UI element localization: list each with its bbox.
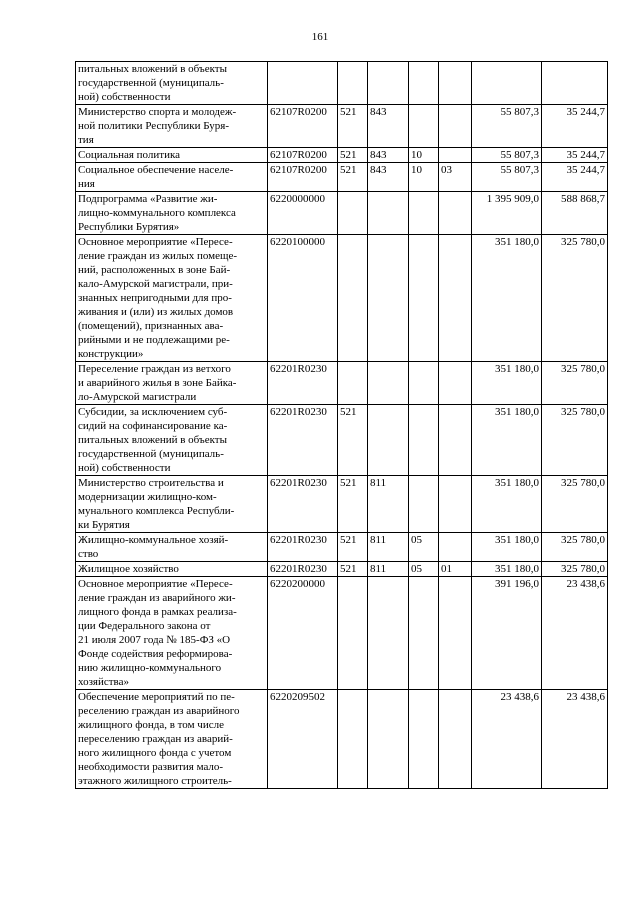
- section-cell: [409, 405, 439, 476]
- admin-code-cell: 521: [338, 533, 368, 562]
- section-cell: [409, 235, 439, 362]
- expense-type-cell: [368, 62, 409, 105]
- subsection-cell: [439, 105, 472, 148]
- subsection-cell: [439, 533, 472, 562]
- amount-year2-cell: 35 244,7: [542, 105, 608, 148]
- amount-year2-cell: 35 244,7: [542, 148, 608, 163]
- table-row: [76, 192, 608, 235]
- page-number: 161: [311, 31, 329, 43]
- admin-code-cell: [338, 577, 368, 690]
- item-name-cell: питальных вложений в объекты государственной (муниципаль- ной) собственности: [76, 62, 268, 105]
- table-row: [76, 163, 608, 192]
- amount-year1-cell: 351 180,0: [472, 405, 542, 476]
- section-cell: [409, 690, 439, 789]
- item-name-cell: Основное мероприятие «Пересе- ление граждан из аварийного жи- лищного фонда в рамках реализа- ции Федерального закона от 21 июля 2007 года № 185-ФЗ «О Фонде содействия реформирова- нию жилищно-коммунального хозяйства»: [76, 577, 268, 690]
- target-article-cell: 6220100000: [268, 235, 338, 362]
- admin-code-cell: 521: [338, 405, 368, 476]
- expense-type-cell: 811: [368, 533, 409, 562]
- amount-year2-cell: [542, 62, 608, 105]
- subsection-cell: [439, 192, 472, 235]
- budget-table: [75, 61, 608, 789]
- admin-code-cell: 521: [338, 105, 368, 148]
- amount-year1-cell: [472, 62, 542, 105]
- item-name-cell: Министерство спорта и молодеж- ной политики Республики Буря- тия: [76, 105, 268, 148]
- admin-code-cell: [338, 192, 368, 235]
- table-row: [76, 690, 608, 789]
- section-cell: 10: [409, 163, 439, 192]
- expense-type-cell: [368, 577, 409, 690]
- expense-type-cell: [368, 362, 409, 405]
- amount-year1-cell: 55 807,3: [472, 148, 542, 163]
- subsection-cell: [439, 690, 472, 789]
- target-article-cell: 6220000000: [268, 192, 338, 235]
- amount-year1-cell: 55 807,3: [472, 105, 542, 148]
- amount-year1-cell: 351 180,0: [472, 562, 542, 577]
- subsection-cell: 03: [439, 163, 472, 192]
- target-article-cell: 62107R0200: [268, 163, 338, 192]
- subsection-cell: [439, 148, 472, 163]
- admin-code-cell: [338, 62, 368, 105]
- target-article-cell: 6220209502: [268, 690, 338, 789]
- amount-year1-cell: 351 180,0: [472, 533, 542, 562]
- table-row: [76, 362, 608, 405]
- amount-year1-cell: 23 438,6: [472, 690, 542, 789]
- admin-code-cell: [338, 235, 368, 362]
- admin-code-cell: 521: [338, 562, 368, 577]
- subsection-cell: [439, 235, 472, 362]
- item-name-cell: Подпрограмма «Развитие жи- лищно-коммунального комплекса Республики Бурятия»: [76, 192, 268, 235]
- item-name-cell: Субсидии, за исключением суб- сидий на софинансирование ка- питальных вложений в объекты государственной (муниципаль- ной) собственности: [76, 405, 268, 476]
- table-row: [76, 405, 608, 476]
- admin-code-cell: [338, 362, 368, 405]
- subsection-cell: [439, 362, 472, 405]
- amount-year2-cell: 325 780,0: [542, 533, 608, 562]
- amount-year1-cell: 351 180,0: [472, 362, 542, 405]
- amount-year1-cell: 351 180,0: [472, 476, 542, 533]
- expense-type-cell: 811: [368, 562, 409, 577]
- amount-year2-cell: 35 244,7: [542, 163, 608, 192]
- table-row: [76, 235, 608, 362]
- table-row: [76, 577, 608, 690]
- target-article-cell: 62107R0200: [268, 105, 338, 148]
- expense-type-cell: 843: [368, 148, 409, 163]
- amount-year1-cell: 351 180,0: [472, 235, 542, 362]
- expense-type-cell: [368, 235, 409, 362]
- amount-year2-cell: 325 780,0: [542, 405, 608, 476]
- subsection-cell: 01: [439, 562, 472, 577]
- amount-year2-cell: 325 780,0: [542, 562, 608, 577]
- subsection-cell: [439, 476, 472, 533]
- expense-type-cell: [368, 405, 409, 476]
- expense-type-cell: 843: [368, 163, 409, 192]
- section-cell: [409, 62, 439, 105]
- table-row: [76, 533, 608, 562]
- item-name-cell: Основное мероприятие «Пересе- ление граждан из жилых помеще- ний, расположенных в зоне Бай- кало-Амурской магистрали, при- знанных непригодными для про- живания и (или) из жилых домов (помещений), признанных ава- рийными и не подлежащими ре- конструкции»: [76, 235, 268, 362]
- admin-code-cell: 521: [338, 476, 368, 533]
- section-cell: 10: [409, 148, 439, 163]
- target-article-cell: 62201R0230: [268, 533, 338, 562]
- subsection-cell: [439, 62, 472, 105]
- item-name-cell: Жилищно-коммунальное хозяй- ство: [76, 533, 268, 562]
- item-name-cell: Жилищное хозяйство: [76, 562, 268, 577]
- section-cell: [409, 192, 439, 235]
- amount-year1-cell: 391 196,0: [472, 577, 542, 690]
- section-cell: [409, 577, 439, 690]
- expense-type-cell: 843: [368, 105, 409, 148]
- amount-year2-cell: 325 780,0: [542, 476, 608, 533]
- admin-code-cell: 521: [338, 163, 368, 192]
- item-name-cell: Социальная политика: [76, 148, 268, 163]
- section-cell: 05: [409, 562, 439, 577]
- item-name-cell: Министерство строительства и модернизации жилищно-ком- мунального комплекса Республи- ки Бурятия: [76, 476, 268, 533]
- target-article-cell: 62201R0230: [268, 405, 338, 476]
- amount-year2-cell: 325 780,0: [542, 362, 608, 405]
- table-row: [76, 148, 608, 163]
- amount-year2-cell: 23 438,6: [542, 577, 608, 690]
- amount-year2-cell: 588 868,7: [542, 192, 608, 235]
- target-article-cell: 62201R0230: [268, 362, 338, 405]
- subsection-cell: [439, 405, 472, 476]
- amount-year1-cell: 1 395 909,0: [472, 192, 542, 235]
- amount-year2-cell: 23 438,6: [542, 690, 608, 789]
- item-name-cell: Социальное обеспечение населе- ния: [76, 163, 268, 192]
- amount-year1-cell: 55 807,3: [472, 163, 542, 192]
- item-name-cell: Переселение граждан из ветхого и аварийного жилья в зоне Байка- ло-Амурской магистрали: [76, 362, 268, 405]
- subsection-cell: [439, 577, 472, 690]
- target-article-cell: [268, 62, 338, 105]
- target-article-cell: 62201R0230: [268, 476, 338, 533]
- section-cell: 05: [409, 533, 439, 562]
- item-name-cell: Обеспечение мероприятий по пе- реселению граждан из аварийного жилищного фонда, в том числе переселению граждан из аварий- ного жилищного фонда с учетом необходимости развития мало- этажного жилищного строитель-: [76, 690, 268, 789]
- admin-code-cell: [338, 690, 368, 789]
- target-article-cell: 6220200000: [268, 577, 338, 690]
- expense-type-cell: [368, 192, 409, 235]
- amount-year2-cell: 325 780,0: [542, 235, 608, 362]
- table-row: [76, 105, 608, 148]
- target-article-cell: 62107R0200: [268, 148, 338, 163]
- section-cell: [409, 476, 439, 533]
- expense-type-cell: [368, 690, 409, 789]
- admin-code-cell: 521: [338, 148, 368, 163]
- expense-type-cell: 811: [368, 476, 409, 533]
- table-row: [76, 62, 608, 105]
- section-cell: [409, 362, 439, 405]
- table-row: [76, 562, 608, 577]
- target-article-cell: 62201R0230: [268, 562, 338, 577]
- section-cell: [409, 105, 439, 148]
- table-row: [76, 476, 608, 533]
